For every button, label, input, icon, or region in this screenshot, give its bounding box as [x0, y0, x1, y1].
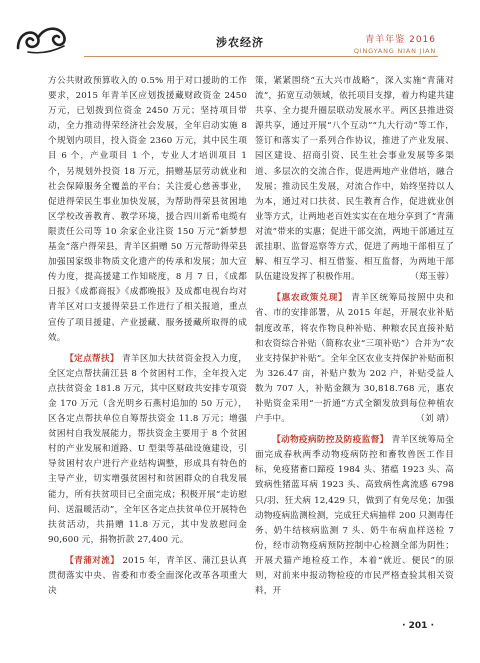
intro-paragraph: 方公共财政预算收入的 0.5% 用于对口援助的工作要求，2015 年青羊区应划拨援藏财政资金 2450 万元，已划拨到位资金 2450 万元；坚持项目带动，全力推动得荣经济社会发展，全年启动实施 8 个规划内项目，投入资金 2360 万元，其中民生项目 6 个，产业项目 1 个，专业人才培训项目 1 个，另规划外投资 18 万元，捐赠基层劳动就业和社会保障服务全覆盖的平台；关注爱心慈善事业，促进得荣民生事业加快发展，为帮助得荣县贫困地区学校改善教育、教学环境，援合四川新希电缆有限责任公司等 10 余家企业注资 150 万元“新梦想基金”落户得荣县，青羊区捐赠 50 万元帮助得荣县加强国家级非物质文化遗产的传承和发展；加大宣传力度，提高援建工作知晓度，8 月 7 日，《成都日报》《成都商报》《成都晚报》及成都电视台均对青羊区对口支援得荣县工作进行了相关报道，重点宣传了项目援建、产业援藏、服务援藏所取得的成效。 [48, 76, 247, 343]
right-column [255, 74, 454, 599]
yearbook-title: 青羊年鉴 2016 [365, 35, 436, 45]
author-signature: （郑玉蓉） [410, 272, 454, 283]
paragraph-targeted-assistance [48, 352, 247, 548]
paragraph-body: 青羊区加大扶贫资金投入力度，全区定点帮扶蒲江县 8 个贫困村工作，全年投入定点扶贫资金 181.8 万元，其中区财政共安排专项资金 170 万元（含光明乡石燕村追加的 50 万元），区各定点帮扶单位自筹帮扶资金 11.8 万元；增强贫困村自我发展能力，帮扶资金主要用于 8 个贫困村的产业发展和道路、U 型渠等基础设施建设，引导贫困村农户进行产业结构调整，形成具有特色的主导产业，切实增强贫困村和贫困群众的自我发展能力，所有扶贫项目已全面完成；积极开展“走访慰问、送温暖活动”，全年区各定点扶贫单位开展特色扶贫活动，共捐赠 11.8 万元，其中发放慰问金 90,600 元，捐物折款 27,400 元。 [48, 353, 247, 545]
paragraph-body: 2015 年，青羊区、蒲江县认真贯彻落实中央、省委和市委全面深化改革各项重大决 [48, 555, 247, 597]
section-title: 涉农经济 [216, 36, 264, 49]
paragraph-body: 策，紧紧围绕“五大兴市战略”，深入实施“青蒲对流”，拓宽互动领域，依托项目支撑，着力构建共建共享、全力提升圈层联动发展水平。两区县推进资源共享，通过开展“八个互动”“九大行动”等工作，签订和落实了一系列合作协议，推进了产业发展、园区建设、招商引资、民生社会事业发展等多渠道、多层次的交流合作，促进两地产业借培，融合发展；推动民生发展，对流合作中，始终坚持以人为本，通过对口扶贫、民生教育合作，促进就业创业等方式，让两地老百姓实实在在地分享到了“青蒲对流”带来的实惠；促进干部交流，两地干部通过互派挂职、监督巡察等方式，促进了两地干部相互了解、相互学习、相互借鉴、相互监督，为两地干部队伍建设发挥了积极作用。 [255, 76, 454, 283]
paragraph-qingpu-exchange [48, 554, 247, 599]
paragraph-subsidy-policy [255, 291, 454, 427]
page-header [0, 0, 480, 62]
author-signature: （刘 靖） [416, 414, 454, 425]
paragraph-animal-epidemic [255, 433, 454, 599]
yearbook-pinyin: QINGYANG NIAN JIAN [353, 47, 436, 55]
paragraph-body: 青羊区统筹局按照中央和省、市的安排部署，从 2015 年起，开展农业补贴制度改革，将农作物良种补贴、种粮农民直接补贴和农资综合补贴（简称农业“三项补贴”）合并为“农业支持保护补贴”。全年全区农业支持保护补贴面积为 326.47 亩，补贴户数为 202 户，补贴受益人数为 707 人，补贴金额为 30,818.768 元，惠农补贴资金采用“一折通”方式全额发放到每位种植农户手中。 [255, 293, 454, 425]
section-tag: 【 青蒲对流 】 [65, 556, 119, 566]
left-column [48, 74, 247, 599]
paragraph-body: 青羊区统筹局全面完成春秋两季动物疫病防控和畜牧兽医工作目标，免疫猪畜口蹄疫 1984 头、猪瘟 1923 头、高致病性猪蓝耳病 1923 头、高致病性禽流感 6798 只/羽、狂犬病 12,429 只，做到了有免尽免；加强动物疫病监测检测，完成狂犬病抽样 200 只测毒任务、奶牛结核病监测 7 头、奶牛布病血样送检 7 份，经市动物疫病预防控制中心检测全部为阴性；开展犬猫产地检疫工作，本着“就近、便民”的原则，对前来申报动物检疫的市民严格查验其相关资料，开 [255, 435, 454, 597]
page-number: · 201 · [402, 621, 434, 631]
section-tag: 【 动物疫病防控及防疫监督 】 [272, 435, 388, 445]
section-tag: 【 惠农政策兑现 】 [272, 293, 347, 303]
header-divider [84, 56, 438, 57]
section-tag: 【 定点帮扶 】 [65, 354, 119, 364]
continued-paragraph [255, 74, 454, 285]
